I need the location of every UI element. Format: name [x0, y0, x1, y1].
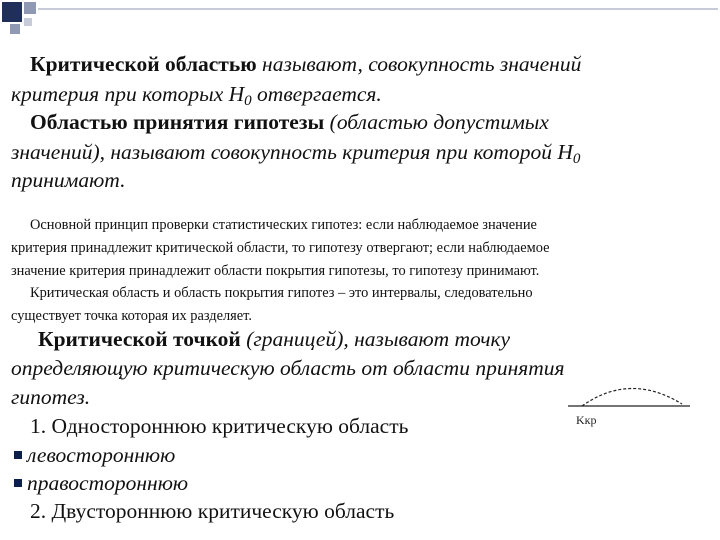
definition-text: отвергается.: [251, 82, 382, 106]
definition-critical-region: [30, 52, 581, 77]
definition-critical-point-line3: гипотез.: [11, 385, 91, 409]
principle-line-2: критерия принадлежит критической области, то гипотезу отвергают; если наблюдаемое: [11, 240, 550, 256]
subscript: 0: [244, 92, 252, 109]
decor-square: [24, 2, 36, 14]
definition-critical-point-line2: определяющую критическую область от области принятия: [11, 356, 565, 380]
principle-line-3: значение критерия принадлежит области покрытия гипотезы, то гипотезу принимают.: [11, 263, 540, 279]
list-subitem-right: [14, 471, 188, 496]
principle-line-5: существует точка которая их разделяет.: [11, 308, 252, 324]
list-item-two-sided: 2. Двустороннюю критическую область: [30, 499, 395, 523]
corner-decoration: [0, 0, 720, 40]
curve-line: [582, 388, 682, 406]
principle-line-1: Основной принцип проверки статистических гипотез: если наблюдаемое значение: [30, 217, 537, 233]
definition-text: значений), называют совокупность критерия при которой H: [11, 140, 573, 164]
square-bullet-icon: [14, 479, 22, 487]
definition-text: называют, совокупность значений: [256, 52, 582, 76]
decor-square: [10, 24, 20, 34]
definition-acceptance-region: [30, 110, 549, 135]
list-subitem-label: левостороннюю: [27, 443, 176, 467]
kkr-label: Kкр: [576, 413, 597, 427]
subscript: 0: [572, 150, 581, 167]
list-item-one-sided: 1. Одностороннюю критическую область: [30, 414, 409, 438]
term-critical-region: Критической областью: [30, 52, 257, 76]
list-subitem-left: [14, 443, 175, 468]
definition-text: (областью допустимых: [324, 110, 549, 134]
definition-acceptance-region-line3: принимают.: [11, 168, 126, 192]
decor-square: [2, 2, 22, 22]
definition-acceptance-region-line2: [11, 140, 580, 165]
principle-line-4: Критическая область и область покрытия гипотез – это интервалы, следовательно: [30, 285, 533, 301]
definition-text: (границей), называют точку: [240, 327, 511, 351]
term-critical-point: Критической точкой: [38, 327, 241, 351]
definition-critical-region-line2: [11, 82, 382, 107]
term-acceptance-region: Областью принятия гипотезы: [30, 110, 325, 134]
definition-text: критерия при которых H: [11, 82, 245, 106]
decor-square: [24, 18, 32, 26]
definition-critical-point: [38, 327, 510, 352]
square-bullet-icon: [14, 451, 22, 459]
list-subitem-label: правостороннюю: [27, 471, 189, 495]
critical-point-figure: [560, 378, 700, 428]
decor-bar: [38, 8, 718, 10]
